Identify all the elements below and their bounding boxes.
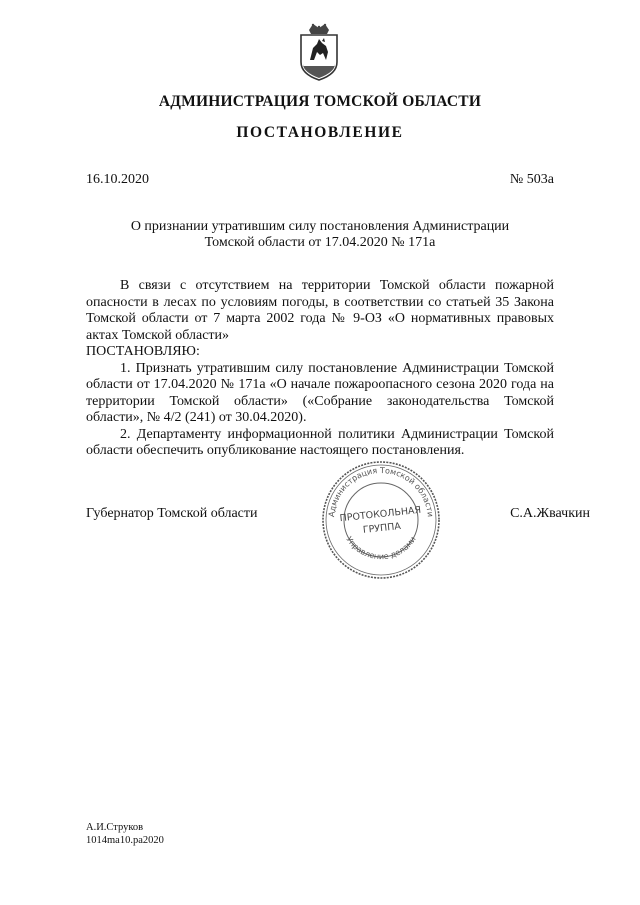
resolve-heading: ПОСТАНОВЛЯЮ: — [86, 344, 200, 359]
organization-title: АДМИНИСТРАЦИЯ ТОМСКОЙ ОБЛАСТИ — [158, 93, 482, 110]
executor-name: А.И.Струков — [86, 822, 144, 833]
subject-line-2: Томской области от 17.04.2020 № 171а — [204, 235, 436, 250]
stamp-ring-text: Администрация Томской области — [327, 465, 435, 518]
signatory-name: С.А.Жвачкин — [510, 506, 590, 521]
document-body — [86, 278, 554, 460]
stamp-bottom-text: Управление делами — [344, 534, 418, 562]
preamble-paragraph: В связи с отсутствием на территории Томской области пожарной опасности в лесах по условиям погоды, в соответствии со статьей 35 Закона Томской области от 7 марта 2002 года № 9-ОЗ «О нормативных правовых актах Томской области» — [86, 278, 554, 343]
item-1-paragraph: 1. Признать утратившим силу постановление Администрации Томской области от 17.04.2020 № 171а «О начале пожароопасного сезона 2020 года на территории Томской области» («Собрание законодательства Томской области», № 4/2 (241) от 30.04.2020). — [86, 360, 554, 425]
document-subject — [86, 219, 554, 251]
document-code: 1014ma10.pa2020 — [86, 835, 164, 846]
document-type: ПОСТАНОВЛЕНИЕ — [236, 124, 404, 141]
item-2-paragraph: 2. Департаменту информационной политики Администрации Томской области обеспечить опубликование настоящего постановления. — [86, 426, 554, 458]
document-date: 16.10.2020 — [86, 172, 149, 187]
stamp-center-line-2: ГРУППА — [362, 520, 402, 536]
round-stamp-icon — [320, 458, 442, 582]
document-number: № 503а — [509, 172, 554, 187]
subject-line-1: О признании утратившим силу постановления Администрации — [130, 219, 510, 234]
signatory-title: Губернатор Томской области — [86, 506, 258, 521]
stamp-center-line-1: ПРОТОКОЛЬНАЯ — [339, 504, 422, 525]
tomsk-coat-of-arms-icon — [297, 22, 341, 82]
